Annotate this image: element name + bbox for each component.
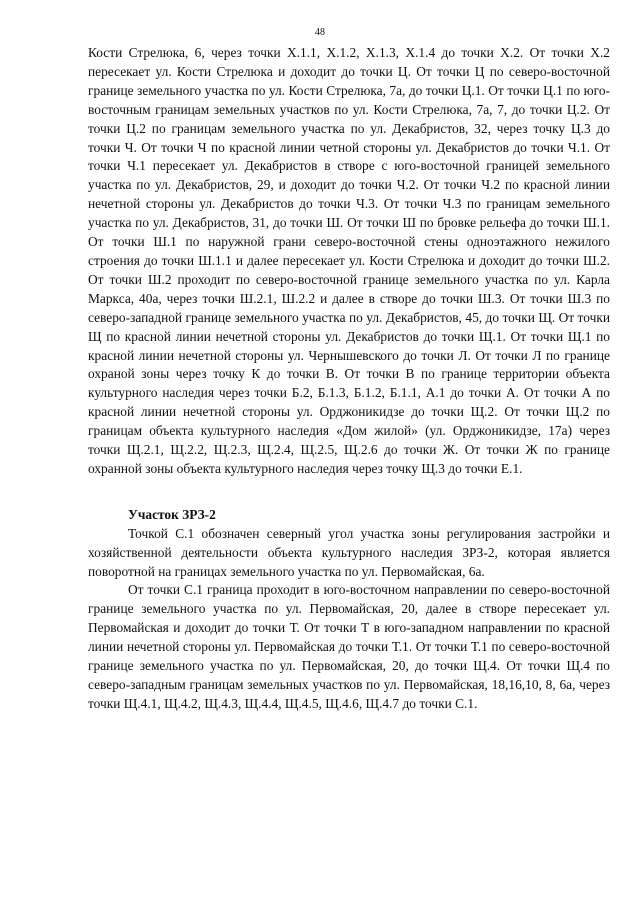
section-heading: Участок ЗРЗ-2 (128, 506, 216, 522)
section-spacer (88, 479, 610, 506)
document-body (88, 44, 610, 714)
section-intro-paragraph: Точкой С.1 обозначен северный угол участка зоны регулирования застройки и хозяйственной деятельности объекта культурного наследия ЗРЗ-2, которая является поворотной на границах земельного участка по ул. Первомайская, 6а. (88, 525, 610, 579)
section-boundary-paragraph: От точки С.1 граница проходит в юго-восточном направлении по северо-восточной границе земельного участка по ул. Первомайская, 20, далее в створе пересекает ул. Первомайская и доходит до точки Т. От точки Т в юго-западном направлении по красной линии нечетной стороны ул. Первомайская до точки Т.1. От точки Т.1 по северо-восточной границе земельного участка по ул. Первомайская, 20, до точки Щ.4. От точки Щ.4 по северо-западным границам земельных участков по ул. Первомайская, 18,16,10, 8, 6а, через точки Щ.4.1, Щ.4.2, Щ.4.3, Щ.4.4, Щ.4.5, Щ.4.6, Щ.4.7 до точки С.1. (88, 582, 610, 711)
page-number: 48 (315, 27, 325, 38)
boundary-description-paragraph: Кости Стрелюка, 6, через точки Х.1.1, Х.1.2, Х.1.3, Х.1.4 до точки Х.2. От точки Х.2 пересекает ул. Кости Стрелюка и доходит до точки Ц. От точки Ц по северо-восточной границе земельного участка по ул. Кости Стрелюка, 7а, до точки Ц.1. От точки Ц.1 по юго-восточным границам земельных участков по ул. Кости Стрелюка, 7а, 7, до точки Ц.2. От точки Ц.2 по границам земельного участка по ул. Декабристов, 32, через точку Ц.3 до точки Ч. От точки Ч по красной линии четной стороны ул. Декабристов до точки Ч.1. От точки Ч.1 пересекает ул. Декабристов в створе с юго-восточной границей земельного участка по ул. Декабристов, 29, и доходит до точки Ч.2. От точки Ч.2 по красной линии нечетной стороны ул. Декабристов до точки Ч.3. От точки Ч.3 по границам земельного участка по ул. Декабристов, 31, до точки Ш. От точки Ш по бровке рельефа до точки Ш.1. От точки Ш.1 по наружной грани северо-восточной стены одноэтажного нежилого строения до точки Ш.1.1 и далее пересекает ул. Кости Стрелюка и доходит до точки Ш.2. От точки Ш.2 проходит по северо-восточной границе земельного участка по ул. Карла Маркса, 40а, через точки Ш.2.1, Ш.2.2 и далее в створе до точки Ш.3. От точки Ш.3 по северо-западной границе земельного участка по ул. Декабристов, 45, до точки Щ. От точки Щ по красной линии нечетной стороны ул. Декабристов до точки Щ.1. От точки Щ.1 по красной линии нечетной стороны ул. Чернышевского до точки Л. От точки Л по границе охраной зоны через точку К до точки В. От точки В по границе территории объекта культурного наследия через точки Б.2, Б.1.3, Б.1.2, Б.1.1, А.1 до точки А. От точки А по красной линии нечетной стороны ул. Орджоникидзе до точки Щ.2. От точки Щ.2 по границам объекта культурного наследия «Дом жилой» (ул. Орджоникидзе, 17а) через точки Щ.2.1, Щ.2.2, Щ.2.3, Щ.2.4, Щ.2.5, Щ.2.6 до точки Ж. От точки Ж по границе охранной зоны объекта культурного наследия через точку Щ.3 до точки Е.1. (88, 45, 610, 476)
